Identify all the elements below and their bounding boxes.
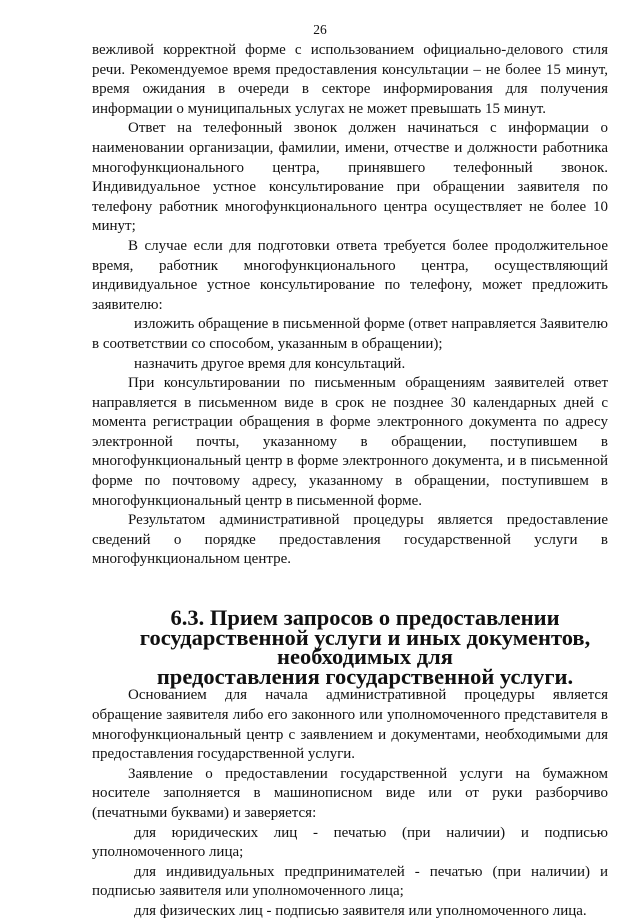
list-item: для юридических лиц - печатью (при наличии) и подписью уполномоченного лица; [92,824,608,861]
list-item: для физических лиц - подписью заявителя или уполномоченного лица. [134,902,587,919]
paragraph: Ответ на телефонный звонок должен начинаться с информации о наименовании организации, фамилии, имени, отчестве и должности работника многофункционального центра, принявшего телефонный звонок. Индивидуальное устное консультирование при обращении заявителя по телефону работник многофункционального центра осуществляет не более 10 минут; [92,120,608,235]
section-heading-line: государственной услуги и иных документов, необходимых для [139,624,591,670]
section-heading-line: предоставления государственной услуги. [156,663,574,689]
section-heading-line: 6.3. Прием запросов о предоставлении [170,605,560,631]
paragraph: В случае если для подготовки ответа требуется более продолжительное время, работник многофункционального центра, осуществляющий индивидуальное устное консультирование по телефону, может предложить заявителю: [92,237,608,313]
paragraph: Основанием для начала административной процедуры является обращение заявителя либо его законного или уполномоченного представителя в многофункциональный центр с заявлением и документами, необходимыми для предоставления государственной услуги. [92,687,608,763]
list-item: для индивидуальных предпринимателей - печатью (при наличии) и подписью заявителя или уполномоченного лица; [92,863,608,900]
page-number: 26 [313,22,327,37]
paragraph: вежливой корректной форме с использованием официально-делового стиля речи. Рекомендуемое время предоставления консультации – не более 15 минут, время ожидания в очереди в секторе информирования для получения информации о муниципальных услугах не может превышать 15 минут. [92,42,608,117]
paragraphs-bottom [92,686,608,921]
list-item: назначить другое время для консультаций. [134,355,406,372]
paragraphs-top [92,41,608,570]
section-heading [92,605,608,689]
paragraph: Заявление о предоставлении государственной услуги на бумажном носителе заполняется в машинописном виде или от руки разборчиво (печатными буквами) и заверяется: [92,765,608,821]
paragraph: При консультировании по письменным обращениям заявителей ответ направляется в письменном виде в срок не позднее 30 календарных дней с момента регистрации обращения в форме электронного документа по адресу электронной почты, указанному в обращении, поступившем в многофункциональный центр в форме электронного документа, и в письменной форме по почтовому адресу, указанному в обращении, поступившем в многофункциональный центр в письменной форме. [92,375,608,509]
section-spacer [92,570,608,608]
list-item: изложить обращение в письменной форме (ответ направляется Заявителю в соответствии со способом, указанным в обращении); [92,316,608,352]
document-body [92,41,608,922]
paragraph: Результатом административной процедуры является предоставление сведений о порядке предоставления государственной услуги в многофункциональном центре. [92,512,608,568]
